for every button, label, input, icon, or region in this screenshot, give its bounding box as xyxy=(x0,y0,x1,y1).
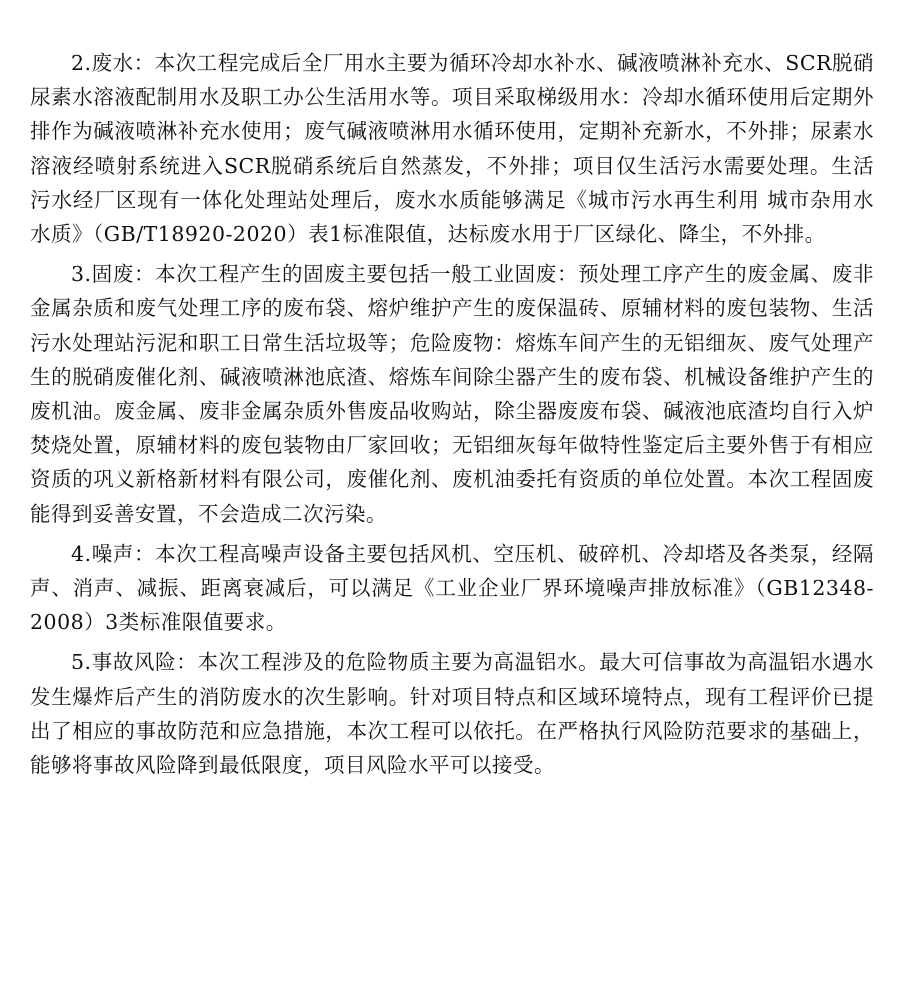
paragraph-wastewater: 2.废水：本次工程完成后全厂用水主要为循环冷却水补水、碱液喷淋补充水、SCR脱硝尿素水溶液配制用水及职工办公生活用水等。项目采取梯级用水：冷却水循环使用后定期外排作为碱液喷淋补充水使用；废气碱液喷淋用水循环使用，定期补充新水，不外排；尿素水溶液经喷射系统进入SCR脱硝系统后自然蒸发，不外排；项目仅生活污水需要处理。生活污水经厂区现有一体化处理站处理后，废水水质能够满足《城市污水再生利用 城市杂用水水质》（GB/T18920-2020）表1标准限值，达标废水用于厂区绿化、降尘，不外排。 xyxy=(30,51,874,247)
paragraph-solid-waste: 3.固废：本次工程产生的固废主要包括一般工业固废：预处理工序产生的废金属、废非金属杂质和废气处理工序的废布袋、熔炉维护产生的废保温砖、原辅材料的废包装物、生活污水处理站污泥和职工日常生活垃圾等；危险废物：熔炼车间产生的无铝细灰、废气处理产生的脱硝废催化剂、碱液喷淋池底渣、熔炼车间除尘器产生的废布袋、机械设备维护产生的废机油。废金属、废非金属杂质外售废品收购站，除尘器废废布袋、碱液池底渣均自行入炉焚烧处置，原辅材料的废包装物由厂家回收；无铝细灰每年做特性鉴定后主要外售于有相应资质的巩义新格新材料有限公司，废催化剂、废机油委托有资质的单位处置。本次工程固废能得到妥善安置，不会造成二次污染。 xyxy=(30,262,874,526)
document-body xyxy=(30,46,874,788)
paragraph-noise: 4.噪声：本次工程高噪声设备主要包括风机、空压机、破碎机、冷却塔及各类泵，经隔声、消声、减振、距离衰减后，可以满足《工业企业厂界环境噪声排放标准》（GB12348-2008）3类标准限值要求。 xyxy=(30,541,874,635)
paragraph-accident-risk: 5.事故风险：本次工程涉及的危险物质主要为高温铝水。最大可信事故为高温铝水遇水发生爆炸后产生的消防废水的次生影响。针对项目特点和区域环境特点，现有工程评价已提出了相应的事故防范和应急措施，本次工程可以依托。在严格执行风险防范要求的基础上，能够将事故风险降到最低限度，项目风险水平可以接受。 xyxy=(30,650,874,778)
